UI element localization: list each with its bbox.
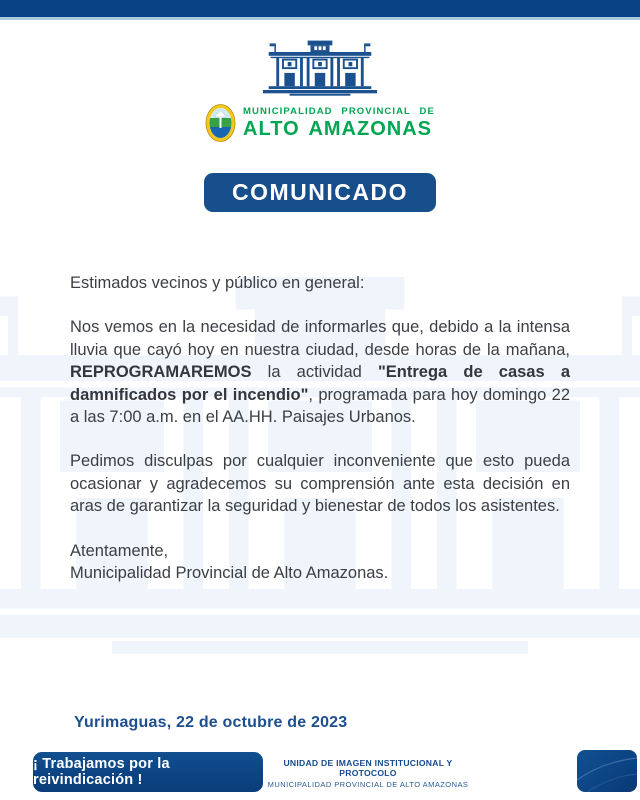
closing-line: Atentamente,: [70, 541, 169, 560]
comunicado-banner-label: COMUNICADO: [232, 179, 408, 205]
coat-of-arms-icon: [205, 104, 236, 142]
reprogram-bold-text: REPROGRAMAREMOS: [70, 363, 252, 382]
org-name-line1: MUNICIPALIDAD PROVINCIAL DE: [243, 105, 435, 117]
corner-swoosh-icon: [577, 750, 637, 792]
municipal-building-icon: [263, 40, 377, 102]
paragraph-apology: Pedimos disculpas por cualquier inconveniente que esto pueda ocasionar y agradecemos su comprensión ante esta decisión en aras de garantizar la seguridad y bienestar de todos los asistentes.: [70, 452, 570, 516]
top-accent-line: [0, 17, 640, 20]
org-name-row: [0, 104, 640, 142]
date-line: Yurimaguas, 22 de octubre de 2023: [74, 714, 348, 731]
org-name-text: [243, 106, 435, 141]
salutation: Estimados vecinos y público en general:: [70, 274, 365, 292]
slogan-text: ¡ Trabajamos por la reivindicación !: [33, 756, 170, 788]
paragraph-reprogram: [70, 316, 570, 428]
org-name-line2: ALTO AMAZONAS: [243, 117, 432, 140]
comunicado-banner: [204, 173, 436, 212]
slogan-pill: [33, 752, 263, 792]
activity-name-bold-text: "Entrega de casas a damnificados por el incendio": [70, 363, 570, 404]
unit-credit-line1: UNIDAD DE IMAGEN INSTITUCIONAL Y PROTOCOLO: [283, 758, 453, 778]
paragraph-1-text2: la actividad: [251, 363, 378, 382]
unit-credit-block: [263, 758, 473, 789]
corner-graphic-block: [577, 750, 637, 792]
paragraph-1-text: Nos vemos en la necesidad de informarles que, debido a la intensa lluvia que cayó hoy en nuestra ciudad, desde horas de la mañana,: [70, 318, 570, 359]
top-border-bar: [0, 0, 640, 17]
paragraph-1-text3: , programada para hoy domingo 22 a las 7:00 a.m. en el AA.HH. Paisajes Urbanos.: [70, 385, 571, 427]
communique-body: [70, 272, 570, 584]
unit-credit-line2: MUNICIPALIDAD PROVINCIAL DE ALTO AMAZONAS: [267, 780, 469, 789]
signature-line: Municipalidad Provincial de Alto Amazonas.: [70, 564, 389, 583]
institution-logo-block: [0, 40, 640, 142]
